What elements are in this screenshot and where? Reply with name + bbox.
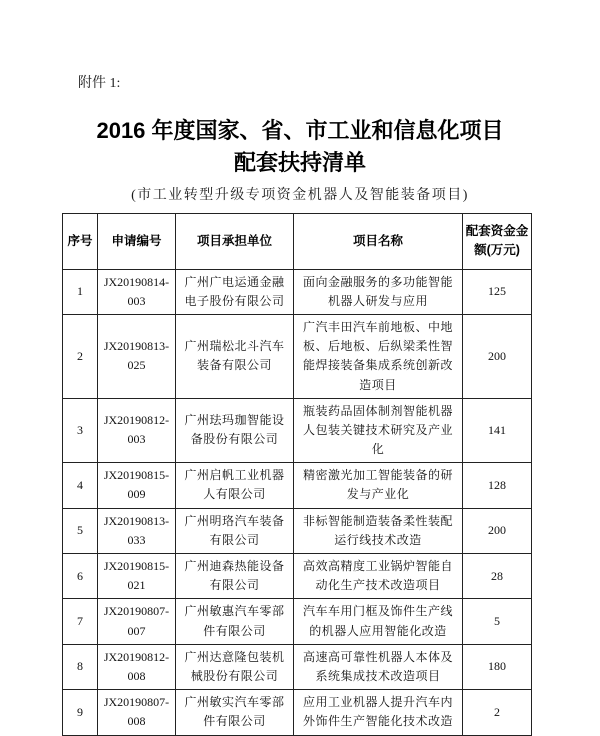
cell-serial-number: 3 [63,398,98,463]
cell-application-no: JX20190807-007 [98,599,176,644]
cell-support-amount: 180 [463,644,532,689]
header-cell-no: 序号 [63,213,98,269]
cell-support-amount: 200 [463,314,532,398]
table-row [63,398,532,463]
cell-support-amount: 125 [463,269,532,314]
cell-serial-number: 2 [63,314,98,398]
cell-serial-number: 6 [63,554,98,599]
cell-support-amount: 2 [463,690,532,735]
cell-serial-number: 4 [63,463,98,508]
cell-project-name: 广汽丰田汽车前地板、中地板、后地板、后纵梁柔性智能焊接装备集成系统创新改造项目 [294,314,463,398]
table-row [63,690,532,735]
cell-undertaking-unit: 广州广电运通金融电子股份有限公司 [176,269,294,314]
projects-table [62,213,532,736]
cell-application-no: JX20190813-033 [98,508,176,553]
table-row [63,463,532,508]
title-line-2: 配套扶持清单 [233,149,366,175]
cell-project-name: 高速高可靠性机器人本体及系统集成技术改造项目 [294,644,463,689]
cell-support-amount: 141 [463,398,532,463]
table-row [63,644,532,689]
cell-project-name: 面向金融服务的多功能智能机器人研发与应用 [294,269,463,314]
table-row [63,508,532,553]
cell-project-name: 应用工业机器人提升汽车内外饰件生产智能化技术改造 [294,690,463,735]
cell-serial-number: 7 [63,599,98,644]
cell-project-name: 瓶装药品固体制剂智能机器人包装关键技术研究及产业化 [294,398,463,463]
cell-undertaking-unit: 广州迪森热能设备有限公司 [176,554,294,599]
cell-serial-number: 1 [63,269,98,314]
header-cell-project: 项目名称 [294,213,463,269]
table-row [63,554,532,599]
cell-undertaking-unit: 广州达意隆包装机械股份有限公司 [176,644,294,689]
table-row [63,599,532,644]
cell-serial-number: 9 [63,690,98,735]
table-header-row [63,213,532,269]
cell-undertaking-unit: 广州启帆工业机器人有限公司 [176,463,294,508]
cell-support-amount: 128 [463,463,532,508]
cell-serial-number: 8 [63,644,98,689]
cell-undertaking-unit: 广州明珞汽车装备有限公司 [176,508,294,553]
cell-application-no: JX20190812-008 [98,644,176,689]
cell-application-no: JX20190815-021 [98,554,176,599]
attachment-label: 附件 1: [78,76,121,91]
table-row [63,269,532,314]
table-row [63,314,532,398]
cell-application-no: JX20190814-003 [98,269,176,314]
cell-support-amount: 200 [463,508,532,553]
document-title [0,115,600,179]
cell-support-amount: 5 [463,599,532,644]
cell-project-name: 非标智能制造装备柔性装配运行线技术改造 [294,508,463,553]
cell-application-no: JX20190813-025 [98,314,176,398]
cell-project-name: 精密激光加工智能装备的研发与产业化 [294,463,463,508]
cell-serial-number: 5 [63,508,98,553]
cell-undertaking-unit: 广州瑞松北斗汽车装备有限公司 [176,314,294,398]
cell-application-no: JX20190807-008 [98,690,176,735]
cell-project-name: 高效高精度工业锅炉智能自动化生产技术改造项目 [294,554,463,599]
cell-undertaking-unit: 广州敏实汽车零部件有限公司 [176,690,294,735]
title-line-1: 2016 年度国家、省、市工业和信息化项目 [96,117,504,143]
cell-application-no: JX20190815-009 [98,463,176,508]
cell-support-amount: 28 [463,554,532,599]
header-cell-unit: 项目承担单位 [176,213,294,269]
header-cell-code: 申请编号 [98,213,176,269]
header-cell-amount: 配套资金金额(万元) [463,213,532,269]
cell-project-name: 汽车车用门框及饰件生产线的机器人应用智能化改造 [294,599,463,644]
cell-undertaking-unit: 广州珐玛珈智能设备股份有限公司 [176,398,294,463]
cell-undertaking-unit: 广州敏惠汽车零部件有限公司 [176,599,294,644]
document-subtitle: (市工业转型升级专项资金机器人及智能装备项目) [131,187,469,203]
cell-application-no: JX20190812-003 [98,398,176,463]
table-body [63,269,532,735]
